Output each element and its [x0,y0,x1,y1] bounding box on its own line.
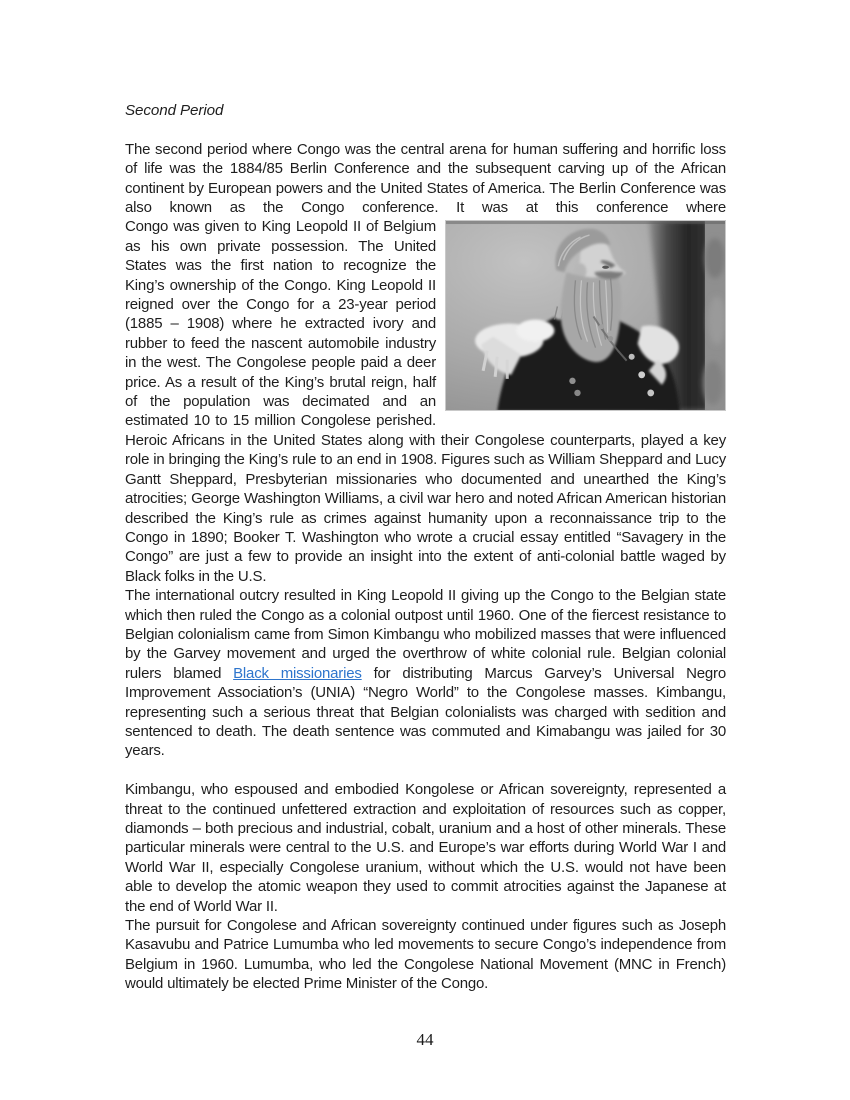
paragraph-1-intro: The second period where Congo was the central arena for human suffering and horrific loss of life was the 1884/85 Berlin Conference and the subsequent carving up of the African continent by European powers and the United States of America. The Berlin Conference was also known as the Congo conference. It was at this conference where [125,140,726,217]
portrait-illustration [445,220,726,411]
paragraph-2-text-before-link: The international outcry resulted in King Leopold II giving up the Congo to the Belgian state which then ruled the Congo as a colonial outpost until 1960. One of the fiercest resistance to Belgian colonialism came from Simon Kimbangu who mobilized masses that were influenced by the Garvey movement and urged the overthrow of white colonial rule. Belgian colonial rulers blamed [125,587,726,682]
paragraph-2 [125,586,726,761]
king-leopold-portrait-image [445,220,726,411]
page-number: 44 [416,1030,434,1049]
paragraph-4: The pursuit for Congolese and African sovereignty continued under figures such as Joseph Kasavubu and Patrice Lumumba who led movements to secure Congo’s independence from Belgium in 1960. Lumumba, who led the Congolese National Movement (MNC in French) would ultimately be elected Prime Minister of the Congo. [125,917,726,993]
page-body [125,101,726,994]
section-heading: Second Period [125,102,224,119]
black-missionaries-link[interactable]: Black missionaries [233,664,362,682]
paragraph-1-continued [125,217,726,586]
paragraph-1-wrapped-text: Congo was given to King Leopold II of Belgium as his own private possession. The United States was the first nation to recognize the King’s ownership of the Congo. King Leopold II reigned over the Congo for a 23-year period (1885 – 1908) where he extracted ivory and rubber to feed the nascent automobile industry in the west. The Congolese people paid a deer price. As a result of the King’s brutal reign, half of the population was decimated and an estimated 10 to 15 million Congolese perished. Heroic Africans in the United States along with their Congolese counterparts, played a key role in bringing the King’s rule to an end in 1908. Figures such as William Sheppard and Lucy Gantt Sheppard, Presbyterian missionaries who documented and unearthed the King’s atrocities; George Washington Williams, a civil war hero and noted African American historian described the King’s rule as crimes against humanity upon a reconnaissance trip to the Congo in 1890; Booker T. Washington who wrote a crucial essay entitled “Savagery in the Congo” are just a few to provide an insight into the extent of anti-colonial battle waged by Black folks in the U.S. [125,218,726,585]
paragraph-2-text-after-link: for distributing Marcus Garvey’s Universal Negro Improvement Association’s (UNIA) “Negro World” to the Congolese masses. Kimbangu, representing such a serious threat that Belgian colonialists was charged with sedition and sentenced to death. The death sentence was commuted and Kimabangu was jailed for 30 years. [125,664,726,760]
paragraph-3: Kimbangu, who espoused and embodied Kongolese or African sovereignty, represented a threat to the continued unfettered extraction and exploitation of resources such as copper, diamonds – both precious and industrial, cobalt, uranium and a host of other minerals. These particular minerals were central to the U.S. and Europe’s war efforts during World War I and World War II, especially Congolese uranium, without which the U.S. would not have been able to develop the atomic weapon they used to commit atrocities against the Japanese at the end of World War II. [125,781,726,915]
